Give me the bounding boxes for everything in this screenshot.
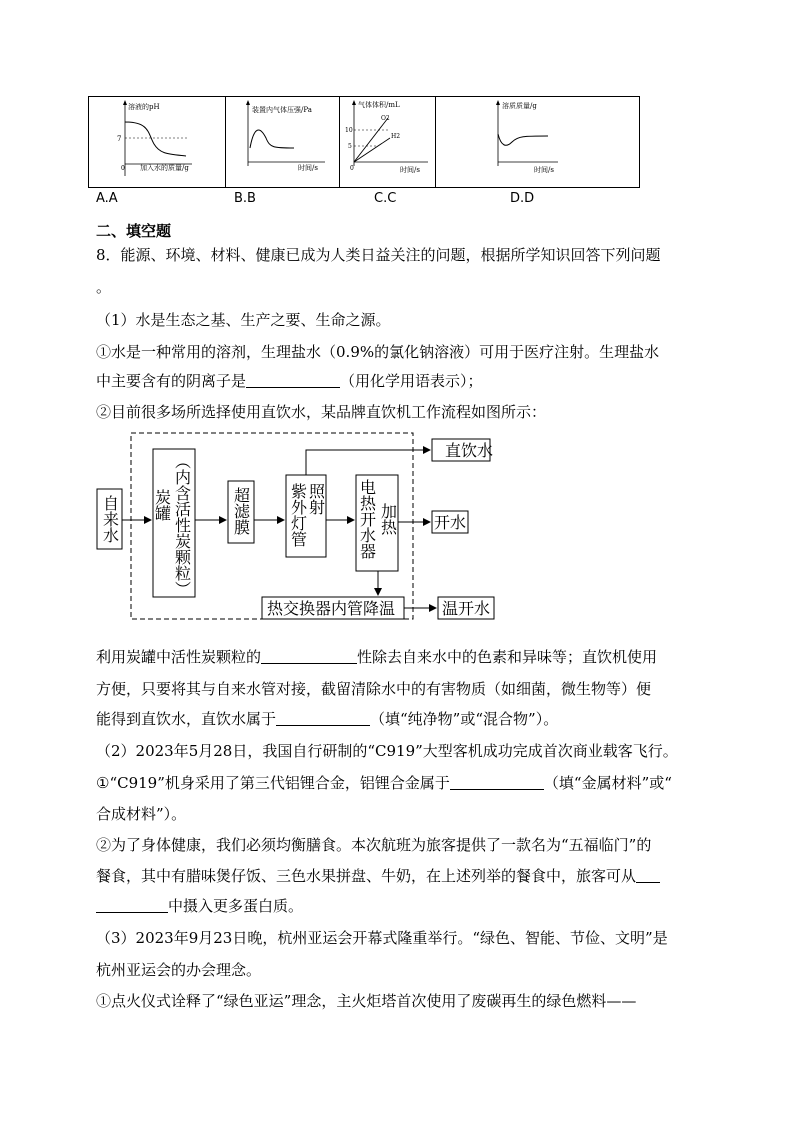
- label-uv-irradiate: 照射: [306, 483, 326, 515]
- q8-line-15-text: 中摄入更多蛋白质。: [168, 897, 304, 915]
- water-flow-diagram: [0, 425, 794, 625]
- q8-line-11-end: （填“金属材料”或“: [543, 774, 672, 792]
- q8-line-9: [96, 709, 558, 729]
- graphs-svg: [88, 96, 640, 188]
- graph-d: [496, 100, 558, 174]
- graph-b: [246, 100, 325, 172]
- q8-line-7-start: 利用炭罐中活性炭颗粒的: [96, 648, 262, 666]
- answer-blank-material[interactable]: [450, 774, 544, 790]
- graph-c: [345, 100, 428, 174]
- q8-line-11: [96, 773, 672, 793]
- option-a[interactable]: A.A: [96, 191, 118, 206]
- answer-blank-anion[interactable]: [246, 372, 340, 388]
- graph-c-xlabel: 时间/s: [400, 166, 420, 174]
- graph-a-ylabel: 溶液的pH: [128, 103, 160, 111]
- q8-line-5-start: 中主要含有的阴离子是: [96, 372, 247, 390]
- graph-c-ylabel: 气体体积/mL: [358, 101, 400, 109]
- q8-line-9-end: （填“纯净物”或“混合物”）。: [370, 710, 559, 728]
- vertical-labels: [101, 453, 398, 597]
- q8-line-7: [96, 647, 657, 667]
- q8-line-5-end: （用化学用语表示）；: [340, 372, 483, 390]
- q8-line-6: ②目前很多场所选择使用直饮水，某品牌直饮机工作流程如图所示：: [96, 403, 547, 421]
- graph-c-tick-10: 10: [345, 127, 353, 134]
- answer-blank-adsorption[interactable]: [261, 648, 357, 664]
- label-carbon-paren: （内含活性炭颗粒）: [172, 453, 192, 597]
- label-warm-water: 温开水: [442, 599, 491, 618]
- q8-line-10: （2）2023年5月28日，我国自行研制的“C919”大型客机成功完成首次商业载客飞行。: [96, 742, 678, 760]
- graph-a: [117, 100, 192, 176]
- label-uv-lamp: 紫外灯管: [288, 483, 308, 547]
- q8-line-7-end: 性除去自来水中的色素和异味等；直饮机使用: [357, 648, 658, 666]
- q8-line-1: 8．能源、环境、材料、健康已成为人类日益关注的问题，根据所学知识回答下列问题: [96, 246, 661, 264]
- section-heading: 二、填空题: [96, 222, 172, 240]
- q8-line-5: [96, 371, 483, 391]
- q8-line-14-text: 餐食，其中有腊味煲仔饭、三色水果拼盘、牛奶，在上述列举的餐食中，旅客可从: [96, 867, 637, 885]
- graph-c-h2: H2: [391, 133, 401, 140]
- graph-b-xlabel: 时间/s: [298, 164, 318, 172]
- answer-blank-protein-start[interactable]: [636, 867, 660, 883]
- option-b[interactable]: B.B: [234, 191, 256, 206]
- q8-line-16: （3）2023年9月23日晚，杭州亚运会开幕式隆重举行。“绿色、智能、节俭、文明”是: [96, 929, 668, 947]
- q8-line-13: ②为了身体健康，我们必须均衡膳食。本次航班为旅客提供了一款名为“五福临门”的: [96, 836, 652, 854]
- label-heat-exchanger: 热交换器内管降温: [267, 599, 396, 618]
- label-tap-water: 自来水: [100, 495, 120, 543]
- q8-line-2: 。: [96, 278, 112, 296]
- q8-line-4: ①水是一种常用的溶剂，生理盐水（0.9%的氯化钠溶液）可用于医疗注射。生理盐水: [96, 343, 660, 361]
- option-c[interactable]: C.C: [374, 191, 397, 206]
- q8-line-17: 杭州亚运会的办会理念。: [96, 961, 262, 979]
- q8-line-12: 合成材料”）。: [96, 805, 187, 823]
- graph-c-o2: O2: [381, 115, 390, 122]
- label-heat: 加热: [378, 503, 398, 535]
- graph-d-ylabel: 溶质质量/g: [502, 102, 537, 110]
- answer-blank-purity[interactable]: [276, 710, 370, 726]
- option-d[interactable]: D.D: [510, 191, 535, 206]
- graph-a-origin: 0: [121, 165, 125, 172]
- graph-a-xlabel: 加入水的质量/g: [140, 164, 189, 172]
- graph-d-xlabel: 时间/s: [534, 166, 554, 174]
- graph-c-tick-5: 5: [348, 143, 352, 150]
- graph-c-origin: 0: [350, 165, 354, 172]
- label-direct-water: 直饮水: [445, 441, 494, 460]
- label-heater: 电热开水器: [357, 479, 377, 559]
- label-carbon-tank: 炭罐: [152, 489, 172, 521]
- q8-line-15: [96, 896, 303, 916]
- q8-line-8: 方便，只要将其与自来水管对接，截留清除水中的有害物质（如细菌，微生物等）便: [96, 680, 652, 698]
- label-boiled-water: 开水: [434, 513, 467, 532]
- q8-line-18: ①点火仪式诠释了“绿色亚运”理念，主火炬塔首次使用了废碳再生的绿色燃料——: [96, 992, 637, 1010]
- q8-line-11-start: ①“C919”机身采用了第三代铝锂合金，铝锂合金属于: [96, 774, 450, 792]
- label-ultrafiltration: 超滤膜: [231, 487, 251, 535]
- q8-line-14: [96, 866, 660, 886]
- q8-line-9-start: 能得到直饮水，直饮水属于: [96, 710, 277, 728]
- q8-line-3: （1）水是生态之基、生产之要、生命之源。: [96, 311, 391, 329]
- graph-a-tick-7: 7: [117, 135, 122, 143]
- answer-blank-protein[interactable]: [96, 897, 168, 913]
- graph-b-ylabel: 装置内气体压强/Pa: [252, 106, 312, 114]
